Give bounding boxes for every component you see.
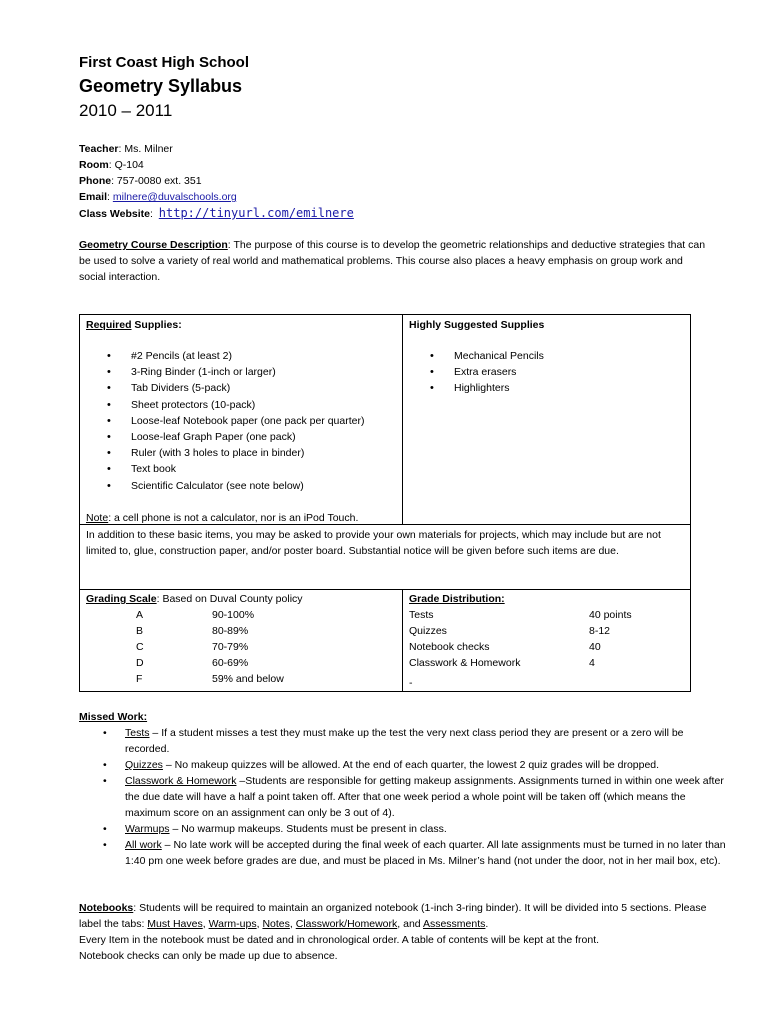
missed-work-label: Warmups (125, 823, 170, 835)
distribution-item: Classwork & Homework (409, 657, 521, 669)
grading-scale-heading (86, 591, 303, 607)
phone-value: : 757-0080 ext. 351 (111, 175, 202, 187)
list-item: • Loose-leaf Notebook paper (one pack per quarter) (79, 413, 399, 429)
notebooks-intro: : Students will be required to maintain an organized notebook (1-inch 3-ring binder). It will be divided into 5 sections. Please label the tabs: (79, 902, 707, 930)
phone-label: Phone (79, 175, 112, 187)
list-item (79, 837, 729, 869)
email-label: Email (79, 191, 108, 203)
list-item (79, 725, 729, 757)
email-sep: : (107, 191, 113, 203)
grade-letter: B (136, 625, 144, 637)
course-title: Geometry Syllabus (79, 76, 243, 96)
distribution-item: Quizzes (409, 625, 447, 637)
grade-letter: D (136, 657, 144, 669)
website-link[interactable]: http://tinyurl.com/emilnere (158, 206, 354, 220)
room-value: : Q-104 (108, 159, 144, 171)
grade-range: 80-89% (212, 625, 249, 637)
separator: . (485, 918, 489, 930)
additional-materials-note: In addition to these basic items, you may be asked to provide your own materials for projects, which may include but are not limited to, glue, construction paper, and/or poster board. Substantial notice will be given before such items are due. (86, 529, 661, 557)
grading-scale-rest: : Based on Duval County policy (156, 593, 303, 605)
missed-work-text: –Students are responsible for getting makeup assignments. Assignments turned in within one week after the due date will have a half a point taken off. After that one week period a whole point will be taken off (which means the maximum score on an assignment can only be 3 out of 4). (125, 775, 724, 819)
notebooks-line-3: Notebook checks can only be made up due to absence. (79, 950, 338, 962)
list-item: • Highlighters (402, 380, 682, 396)
list-item (79, 821, 729, 837)
missed-work-text: – No makeup quizzes will be allowed. At the end of each quarter, the lowest 2 quiz grades will be dropped. (162, 759, 660, 771)
email-link[interactable]: milnere@duvalschools.org (112, 191, 237, 203)
note-text: : a cell phone is not a calculator, nor is an iPod Touch. (108, 512, 359, 524)
list-item: • Mechanical Pencils (402, 348, 682, 364)
missed-work-list (79, 725, 729, 869)
teacher-value: : Ms. Milner (118, 143, 173, 155)
list-item: • 3-Ring Binder (1-inch or larger) (79, 364, 399, 380)
distribution-item: Tests (409, 609, 434, 621)
teacher-label: Teacher (79, 143, 119, 155)
distribution-dash: - (409, 677, 413, 689)
tab-name: Notes (262, 918, 290, 930)
suggested-supplies-list (402, 348, 682, 397)
teacher-line (79, 141, 173, 157)
notebooks-line-2: Every Item in the notebook must be dated and in chronological order. A table of contents will be kept at the front. (79, 934, 600, 946)
list-item (79, 757, 729, 773)
missed-work-label: Tests (125, 727, 150, 739)
list-item: • Ruler (with 3 holes to place in binder) (79, 445, 399, 461)
list-item: • Extra erasers (402, 364, 682, 380)
separator: , (202, 918, 209, 930)
required-rest: Supplies: (131, 319, 182, 331)
website-line (79, 205, 354, 222)
website-sep: : (150, 208, 153, 220)
suggested-supplies-heading: Highly Suggested Supplies (409, 319, 545, 331)
required-supplies-list (79, 348, 399, 494)
distribution-points: 8-12 (589, 625, 611, 637)
phone-line (79, 173, 202, 189)
grade-letter: A (136, 609, 144, 621)
email-line (79, 189, 237, 205)
missed-work-label: Classwork & Homework (125, 775, 237, 787)
distribution-item: Notebook checks (409, 641, 490, 653)
grade-range: 70-79% (212, 641, 249, 653)
grade-letter: F (136, 673, 143, 685)
separator: , and (397, 918, 423, 930)
list-item: • Text book (79, 461, 399, 477)
missed-work-text: – No late work will be accepted during the final week of each quarter. All late assignments must be turned in no later than 1:40 pm one week before grades are due, and must be placed in Ms. Milner’s hand (not under the door, not in her mail box, etc). (125, 839, 726, 867)
required-supplies-heading (86, 317, 182, 333)
list-item (79, 773, 729, 821)
distribution-points: 4 (589, 657, 595, 669)
missed-work-text: – If a student misses a test they must make up the test the very next class period they are present or a zero will be recorded. (125, 727, 684, 755)
room-label: Room (79, 159, 109, 171)
tab-name: Classwork/Homework (295, 918, 398, 930)
grade-letter: C (136, 641, 144, 653)
tab-name: Must Haves (147, 918, 203, 930)
calculator-note (86, 510, 358, 526)
tab-name: Assessments (422, 918, 486, 930)
separator: , (256, 918, 263, 930)
tab-name: Warm-ups (208, 918, 257, 930)
description-heading: Geometry Course Description (79, 239, 228, 251)
course-description (79, 237, 711, 285)
room-line (79, 157, 144, 173)
grade-range: 60-69% (212, 657, 249, 669)
distribution-points: 40 points (589, 609, 632, 621)
distribution-points: 40 (589, 641, 601, 653)
missed-work-label: All work (125, 839, 162, 851)
missed-work-heading: Missed Work: (79, 711, 148, 723)
description-text: : The purpose of this course is to develop the geometric relationships and deductive strategies that can be used to solve a variety of real world and mathematical problems. This course also places a heavy emphasis on group work and social interaction. (79, 239, 706, 283)
table-divider (402, 589, 403, 692)
list-item: • Tab Dividers (5-pack) (79, 380, 399, 396)
grade-distribution-heading: Grade Distribution: (409, 593, 505, 605)
list-item: • Sheet protectors (10-pack) (79, 397, 399, 413)
grade-range: 90-100% (212, 609, 255, 621)
separator: , (289, 918, 296, 930)
missed-work-label: Quizzes (125, 759, 163, 771)
table-divider (79, 589, 691, 590)
list-item: • Scientific Calculator (see note below) (79, 478, 399, 494)
notebooks-label: Notebooks (79, 902, 134, 914)
note-label: Note (86, 512, 109, 524)
list-item: • #2 Pencils (at least 2) (79, 348, 399, 364)
grading-scale-label: Grading Scale (86, 593, 157, 605)
website-label: Class Website (79, 208, 151, 220)
table-divider (402, 314, 403, 524)
notebooks-paragraph (79, 900, 719, 964)
school-name: First Coast High School (79, 54, 250, 71)
list-item: • Loose-leaf Graph Paper (one pack) (79, 429, 399, 445)
school-year: 2010 – 2011 (79, 101, 173, 120)
missed-work-text: – No warmup makeups. Students must be present in class. (169, 823, 447, 835)
grade-range: 59% and below (212, 673, 284, 685)
required-word: Required (86, 319, 132, 331)
